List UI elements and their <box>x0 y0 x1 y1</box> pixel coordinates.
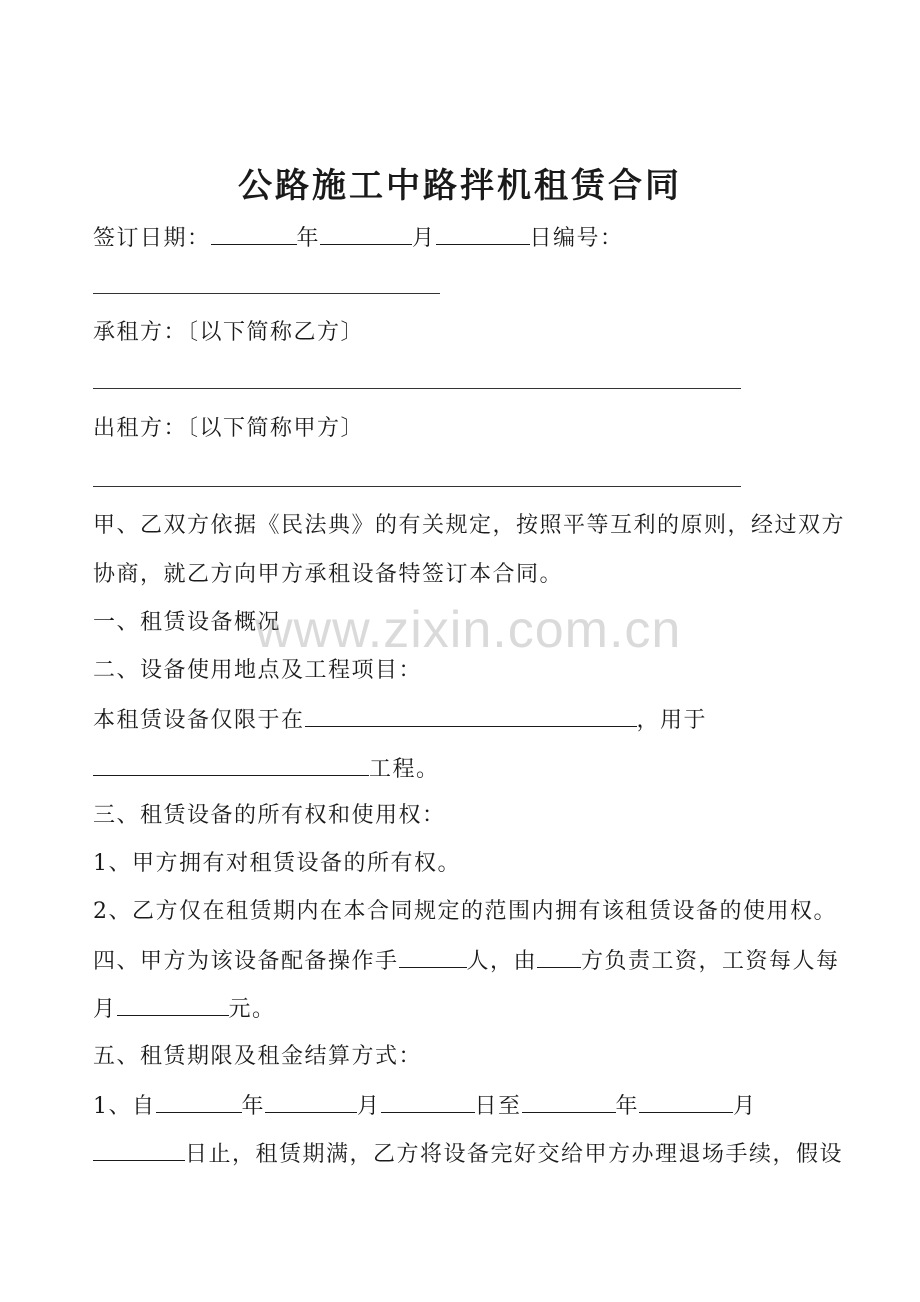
lessee-line: 承租方：〔以下简称乙方〕 <box>93 320 365 345</box>
section-4-month: 月 <box>93 997 117 1022</box>
section-5-heading: 五、租赁期限及租金结算方式： <box>93 1044 423 1069</box>
intro-paragraph-line-2: 协商，就乙方向甲方承租设备特签订本合同。 <box>93 562 564 587</box>
lessor-line: 出租方：〔以下简称甲方〕 <box>93 416 365 441</box>
start-year-label: 年 <box>241 1094 266 1119</box>
sign-year-label: 年 <box>296 226 321 251</box>
location-suffix: ，用于 <box>636 708 708 733</box>
section-4-party: 方负责工资，工资每人每 <box>581 949 840 974</box>
section-4-yuan: 元。 <box>228 997 276 1022</box>
sign-date-line <box>93 222 624 254</box>
location-prefix: 本租赁设备仅限于在 <box>93 708 305 733</box>
section-3-heading: 三、租赁设备的所有权和使用权： <box>93 803 446 828</box>
start-month-label: 月 <box>357 1094 381 1119</box>
sign-day-blank <box>436 222 530 245</box>
item-3-2: 2、乙方仅在租赁期内在本合同规定的范围内拥有该租赁设备的使用权。 <box>93 899 837 924</box>
end-day-blank <box>93 1138 185 1161</box>
sign-day-number-label: 日编号： <box>529 226 624 251</box>
end-year-blank <box>522 1090 616 1113</box>
start-year-blank <box>156 1090 242 1113</box>
item-5-1-line-2 <box>93 1138 843 1170</box>
operator-count-blank <box>399 945 467 968</box>
sign-month-label: 月 <box>412 226 436 251</box>
section-4-line-1 <box>93 945 840 977</box>
item-5-1-line-1 <box>93 1090 757 1122</box>
start-month-blank <box>265 1090 357 1113</box>
lessee-blank <box>93 388 741 389</box>
sign-date-label: 签订日期： <box>93 226 211 251</box>
section-1-heading: 一、租赁设备概况 <box>93 610 282 635</box>
project-suffix: 工程。 <box>369 757 440 782</box>
sign-month-blank <box>320 222 412 245</box>
start-day-to-label: 日至 <box>474 1094 522 1119</box>
wage-party-blank <box>537 945 581 968</box>
item-5-1-prefix: 1、自 <box>93 1094 156 1119</box>
end-month-label: 月 <box>733 1094 757 1119</box>
item-3-1: 1、甲方拥有对租赁设备的所有权。 <box>93 851 461 876</box>
document-title: 公路施工中路拌机租赁合同 <box>238 166 682 206</box>
intro-paragraph-line-1: 甲、乙双方依据《民法典》的有关规定，按照平等互利的原则，经过双方 <box>93 513 846 538</box>
wage-amount-blank <box>117 993 229 1016</box>
start-day-blank <box>381 1090 475 1113</box>
end-year-label: 年 <box>615 1094 640 1119</box>
section-4-line-2 <box>93 993 276 1025</box>
item-5-1-tail: 日止，租赁期满，乙方将设备完好交给甲方办理退场手续，假设 <box>185 1142 844 1167</box>
section-2-heading: 二、设备使用地点及工程项目： <box>93 658 423 683</box>
project-blank <box>93 753 369 776</box>
watermark-text: www.zixin.com.cn <box>255 601 682 659</box>
section-4-person: 人，由 <box>466 949 538 974</box>
location-line <box>93 704 707 736</box>
sign-year-blank <box>211 222 297 245</box>
location-blank <box>305 704 637 727</box>
contract-number-blank <box>93 293 440 294</box>
project-line <box>93 753 440 785</box>
end-month-blank <box>639 1090 733 1113</box>
lessor-blank <box>93 486 741 487</box>
section-4-prefix: 四、甲方为该设备配备操作手 <box>93 949 399 974</box>
